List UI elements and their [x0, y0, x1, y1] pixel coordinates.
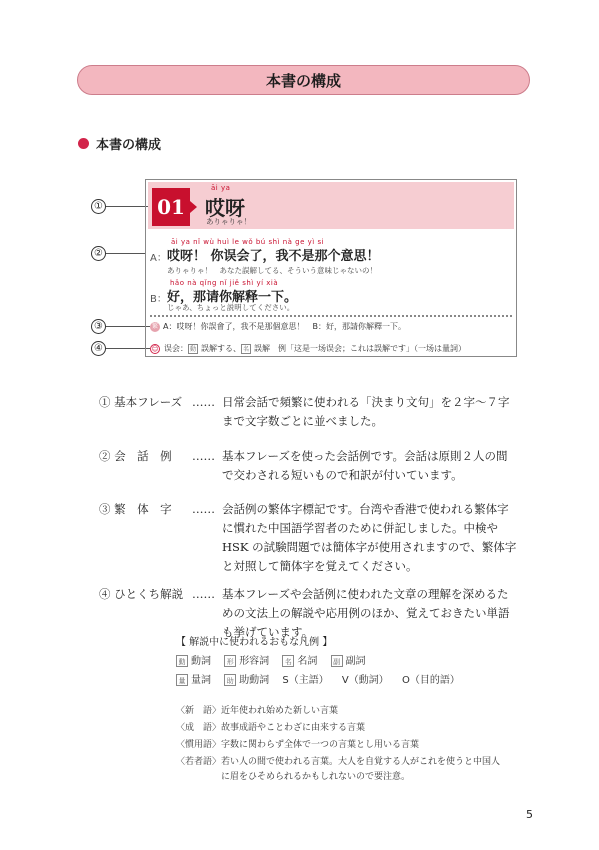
dialogue-b-label: B：	[150, 294, 167, 305]
note-def-2: 誤解 例「这是一场误会；これは誤解です」（一场は量詞）	[254, 344, 466, 353]
dialogue-a-pinyin: āi ya nǐ wù huì le wǒ bú shì nà ge yì si	[171, 238, 325, 246]
explanation-text-2	[222, 447, 522, 485]
marker-4: ④	[91, 341, 106, 356]
bullet-dot-icon	[78, 138, 89, 149]
phrase-header-band	[148, 182, 514, 229]
page-title-banner	[77, 65, 530, 95]
legend-item	[176, 656, 211, 667]
legend-extra: O（目的語）	[401, 675, 460, 686]
explanation-line: と対照して簡体字を覚えてください。	[222, 559, 418, 573]
legend-extra: S（主語）	[282, 675, 329, 686]
explanation-line: 基本フレーズや会話例に使われた文章の理解を深めるた	[222, 587, 509, 601]
dialogue-b-chinese: 好，那请你解释一下。	[167, 290, 298, 305]
legend-label: 副詞	[345, 656, 366, 667]
pos-box: 動	[176, 655, 188, 667]
legend-label: 動詞	[191, 656, 211, 667]
marker-3: ③	[91, 319, 106, 334]
page-number: 5	[526, 808, 533, 821]
note-prefix: 误会：	[164, 344, 188, 353]
page-title: 本書の構成	[265, 71, 341, 90]
phrase-japanese: ありゃりゃ！	[206, 217, 251, 226]
arrow-right-icon	[190, 201, 197, 213]
pos-noun-box: 名	[242, 345, 249, 353]
explanation-line: も挙げています。	[222, 625, 314, 639]
explanation-term-4: ④ ひとくち解説	[99, 587, 184, 601]
legend-label: 形容詞	[239, 656, 270, 667]
keyword-note-4: 〈若者語〉若い人の間で使われる言葉。大人を自覚する人がこれを使うと中国人	[176, 757, 501, 767]
explanation-line: 日常会話で頻繁に使われる「決まり文句」を２字〜７字	[222, 395, 510, 409]
legend-item	[224, 675, 269, 686]
dialogue-b-japanese: じゃあ、ちょっと説明してください。	[167, 303, 295, 312]
dialogue-a-label: A：	[150, 253, 167, 264]
leader-line-4	[106, 348, 150, 349]
dialogue-a-chinese: 哎呀！ 你误会了，我不是那个意思！	[167, 249, 380, 264]
explanation-line: に慣れた中国語学習者のために併記しました。中検や	[222, 521, 498, 535]
explanation-dots-4: ……	[192, 587, 215, 601]
note-def-1: 誤解する、	[201, 344, 241, 353]
explanation-dots-3: ……	[192, 502, 215, 516]
marker-1: ①	[91, 199, 106, 214]
leader-line-3	[106, 326, 150, 327]
keyword-note-1: 〈新 語〉近年使われ始めた新しい言葉	[176, 706, 339, 716]
pos-box: 助	[224, 674, 236, 686]
legend-label: 助動詞	[239, 675, 270, 686]
legend-heading: 【 解説中に使われるおもな凡例 】	[176, 637, 333, 648]
explanation-line: まで文字数ごとに並べました。	[222, 414, 383, 428]
explanation-line: めの文法上の解説や応用例のほか、覚えておきたい単語	[222, 606, 510, 620]
legend-item	[282, 656, 317, 667]
explanation-term-2: ② 会 話 例	[99, 449, 172, 463]
phrase-hanzi: 哎呀	[205, 196, 245, 220]
explanation-line: HSK の試験問題では簡体字が使用されますので、繁体字	[222, 540, 517, 554]
section-heading-text: 本書の構成	[96, 138, 162, 153]
pos-box: 名	[282, 655, 294, 667]
explanation-line: 会話例の繁体字標記です。台湾や香港で使われる繁体字	[222, 502, 509, 516]
leader-line-2	[106, 253, 146, 254]
explanation-text-3	[222, 500, 522, 576]
pos-box: 副	[331, 655, 343, 667]
traditional-text: A：哎呀！你誤會了，我不是那個意思！ B：好，那請你解釋一下。	[163, 322, 406, 331]
legend-label: 量詞	[191, 675, 211, 686]
keyword-note-2: 〈成 語〉故事成語やことわざに由来する言葉	[176, 723, 366, 733]
legend-item	[176, 675, 211, 686]
legend-extra: V（動詞）	[341, 675, 389, 686]
marker-2: ②	[91, 246, 106, 261]
legend-item	[224, 656, 269, 667]
pos-verb-box: 動	[189, 345, 196, 353]
legend-label: 名詞	[297, 656, 318, 667]
explanation-dots-2: ……	[192, 449, 215, 463]
smiley-icon: ☺	[151, 344, 159, 353]
keyword-note-4-cont: に眉をひそめられるかもしれないので要注意。	[176, 772, 411, 782]
keyword-note-3: 〈慣用語〉字数に関わらず全体で一つの言葉とし用いる言葉	[176, 740, 420, 750]
traditional-line	[150, 321, 406, 332]
pos-box: 形	[224, 655, 236, 667]
explanation-line: 基本フレーズを使った会話例です。会話は原則２人の間	[222, 449, 508, 463]
legend-item	[331, 656, 366, 667]
explanation-dots-1: ……	[192, 395, 215, 409]
dotted-divider	[150, 315, 512, 317]
explanation-line: で交わされる短いもので和訳が付いています。	[222, 468, 463, 482]
note-line	[150, 343, 466, 354]
section-heading	[78, 134, 161, 153]
traditional-badge-icon: 繁	[151, 322, 158, 330]
explanation-term-1: ① 基本フレーズ	[99, 395, 183, 409]
explanation-text-1	[222, 393, 522, 431]
pos-box: 量	[176, 674, 188, 686]
legend-row-1	[176, 652, 376, 667]
phrase-number-tag: 01	[152, 188, 190, 226]
dialogue-a-japanese: ありゃりゃ！ あなた誤解してる、そういう意味じゃないの！	[167, 266, 377, 275]
phrase-pinyin: āi ya	[211, 184, 231, 192]
dialogue-b-pinyin: hǎo nà qǐng nǐ jiě shì yí xià	[170, 279, 279, 287]
explanation-term-3: ③ 繁 体 字	[99, 502, 172, 516]
legend-row-2	[176, 671, 470, 686]
